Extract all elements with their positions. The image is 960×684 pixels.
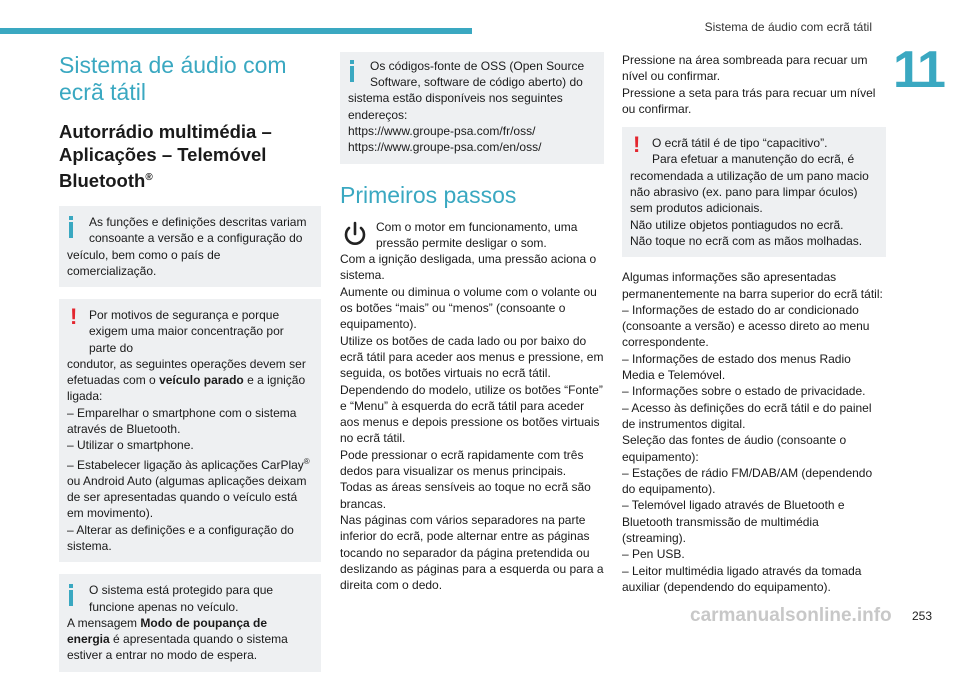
info-text: As funções e definições descritas variam consoante a versão e a configuração do xyxy=(89,215,307,246)
subsection-title-text: Autorrádio multimédia – Aplicações – Telemóvel Bluetooth xyxy=(59,121,272,192)
info-text: sistema estão disponíveis nos seguintes endereços: https://www.groupe-psa.com/fr/oss/ https://www.groupe-psa.com/en/oss/ xyxy=(348,91,563,155)
info-box xyxy=(59,574,321,671)
watermark: carmanualsonline.info xyxy=(690,605,892,626)
warning-text: Por motivos de segurança e porque exigem uma maior concentração por parte do xyxy=(89,308,284,355)
subsection-title xyxy=(59,120,321,192)
header-accent-bar xyxy=(0,28,472,34)
info-text: A mensagem Modo de poupança de energia é apresentada quando o sistema estiver a entrar no modo de espera. xyxy=(67,615,288,663)
info-icon xyxy=(67,214,89,246)
warning-box xyxy=(622,127,886,257)
info-box xyxy=(59,206,321,287)
warning-icon: ! xyxy=(70,304,78,330)
column-left xyxy=(59,52,321,684)
info-icon xyxy=(67,582,89,614)
info-text: Os códigos-fonte de OSS (Open Source Software, software de código aberto) do xyxy=(370,59,585,90)
info-box xyxy=(340,52,604,164)
power-icon xyxy=(340,219,370,249)
column-right xyxy=(622,52,886,595)
trademark-sup: ® xyxy=(145,172,153,183)
running-header: Sistema de áudio com ecrã tátil xyxy=(704,20,872,34)
info-icon xyxy=(348,58,370,90)
warning-icon: ! xyxy=(633,132,641,158)
info-text: O sistema está protegido para que funcione apenas no veículo. xyxy=(89,583,274,614)
warning-box xyxy=(59,299,321,562)
body-text: Algumas informações são apresentadas permanentemente na barra superior do ecrã tátil: – Informações de estado do ar condicionado (consoante a versão) e acesso direto ao menu correspondente. – Informações de estado dos menus Radio Media e Telemóvel. – Informações sobre o estado de privacidade. – Acesso às definições do ecrã tátil e do painel de instrumentos digital. Seleção das fontes de áudio (consoante o equipamento): – Estações de rádio FM/DAB/AM (dependendo do equipamento). – Telemóvel ligado através de Bluetooth e Bluetooth transmissão de multimédia (streaming). – Pen USB. – Leitor multimédia ligado através da tomada auxiliar (dependendo do equipamento). xyxy=(622,270,883,594)
body-text: Pressione na área sombreada para recuar um nível ou confirmar. Pressione a seta para trás para recuar um nível ou confirmar. xyxy=(622,53,876,116)
power-note xyxy=(340,219,604,252)
info-text: veículo, bem como o país de comercialização. xyxy=(67,247,221,278)
warning-text: condutor, as seguintes operações devem ser efetuadas com o veículo parado e a ignição ligada: – Emparelhar o smartphone com o sistema através de Bluetooth. – Utilizar o smartphone. – Estabelecer ligação às aplicações CarPlay® ou Android Auto (algumas aplicações deixam de ser apresentadas quando o veículo está em movimento). – Alterar as definições e a configuração do sistema. xyxy=(67,356,310,554)
warning-text: O ecrã tátil é de tipo “capacitivo”. Para efetuar a manutenção do ecrã, é xyxy=(652,136,855,167)
chapter-number: 11 xyxy=(893,41,944,99)
warning-text: recomendada a utilização de um pano macio não abrasivo (ex. pano para limpar óculos) sem produtos adicionais. Não utilize objetos pontiagudos no ecrã. Não toque no ecrã com as mãos molhadas. xyxy=(630,168,869,248)
power-text: Com o motor em funcionamento, uma pressão permite desligar o som. xyxy=(376,219,578,250)
section-title: Sistema de áudio com ecrã tátil xyxy=(59,52,287,105)
column-middle xyxy=(340,52,604,593)
page-number: 253 xyxy=(911,609,932,623)
body-text: Com a ignição desligada, uma pressão aciona o sistema. Aumente ou diminua o volume com o volante ou os botões “mais” ou “menos” (consoante o equipamento). Utilize os botões de cada lado ou por baixo do ecrã tátil para aceder aos menus e pressione, em seguida, os botões virtuais no ecrã tátil. Dependendo do modelo, utilize os botões “Fonte” e “Menu” à esquerda do ecrã tátil para aceder aos menus e depois pressione os botões virtuais no ecrã tátil. Pode pressionar o ecrã rapidamente com três dedos para visualizar os menus principais. Todas as áreas sensíveis ao toque no ecrã são brancas. Nas páginas com vários separadores na parte inferior do ecrã, pode alternar entre as páginas tocando no separador da página pretendida ou deslizando as páginas para a esquerda ou para a direita com o dedo. xyxy=(340,252,604,593)
section-title: Primeiros passos xyxy=(340,181,517,208)
